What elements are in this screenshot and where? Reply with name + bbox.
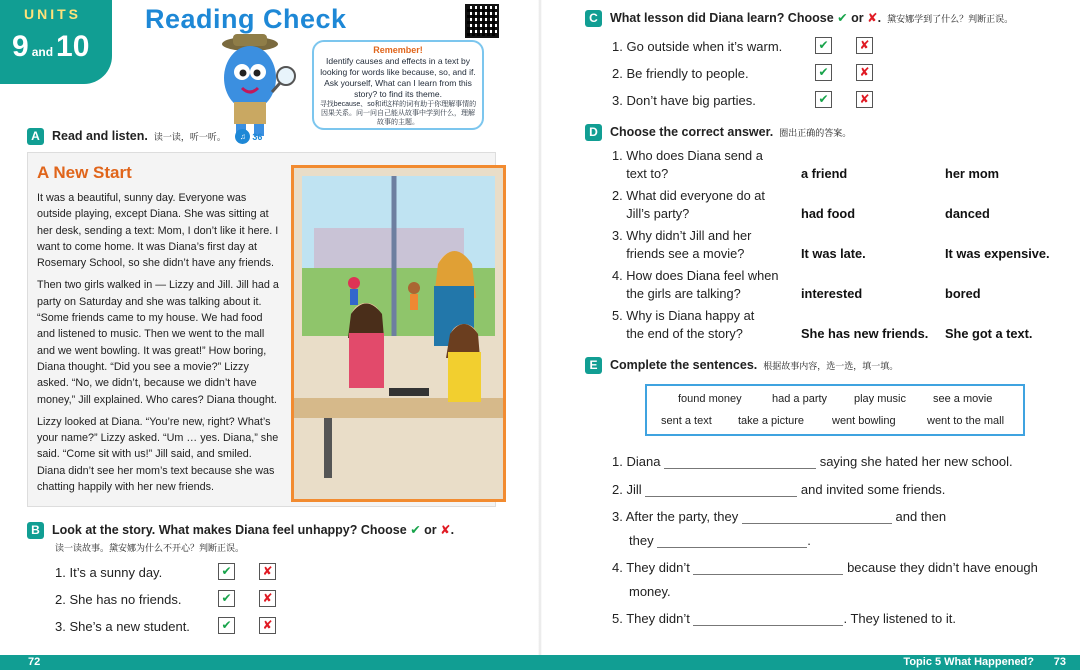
answer-blank[interactable] [693, 562, 843, 575]
word-bank-phrase: see a movie [933, 393, 993, 405]
answer-blank[interactable] [657, 535, 807, 548]
story-illustration [291, 165, 506, 502]
answer-option[interactable]: She got a text. [945, 326, 1033, 341]
answer-option[interactable]: bored [945, 286, 981, 301]
section-c-or: or [851, 11, 864, 25]
remember-text-cn: 寻找because、so和if这样的词有助于你理解事情的因果关系。问一问自己能从故事中学到什么，理解故事的主题。 [319, 101, 477, 126]
story-paragraph: It was a beautiful, sunny day. Everyone was outside playing, except Diana. She was sitting at her desk, sending a text: Mom, I don’t like it here. I want to come home. It was Diana’s first day at Rosemary School, so she didn’t have any friends. [37, 192, 279, 270]
section-b-letter: B [27, 522, 44, 539]
list-item: 1. Go outside when it’s warm. [612, 39, 783, 54]
cross-box[interactable]: ✘ [259, 590, 276, 607]
word-bank [645, 384, 1025, 436]
cross-box[interactable]: ✘ [259, 617, 276, 634]
section-d-label: Choose the correct answer. [610, 124, 774, 139]
check-box[interactable]: ✔ [815, 91, 832, 108]
question: 5. Why is Diana happy at the end of the story? [612, 308, 755, 341]
section-c-heading: C What lesson did Diana learn? Choose ✔ or ✘. 黛安娜学到了什么？判断正误。 [585, 10, 1013, 27]
section-e-heading [585, 357, 898, 374]
fill-sentence-continued: money. [629, 584, 671, 599]
section-a-cn: 读一读，听一听。 [153, 131, 226, 142]
cross-box[interactable]: ✘ [856, 37, 873, 54]
answer-blank[interactable] [645, 484, 797, 497]
answer-blank[interactable] [693, 613, 843, 626]
list-item: 1. It’s a sunny day. [55, 565, 163, 580]
word-bank-phrase: found money [678, 393, 742, 405]
units-label: UNITS [24, 6, 81, 22]
page-title: Reading Check [145, 4, 347, 34]
section-e-label: Complete the sentences. [610, 357, 758, 372]
remember-text: Identify causes and effects in a text by looking for words like because, so, and if. Ask yourself, What can I learn from this story? to find its theme. [320, 56, 476, 99]
section-e-letter: E [585, 357, 602, 374]
question: 3. Why didn’t Jill and her friends see a movie? [612, 228, 752, 261]
cross-mark-icon: ✘ [440, 523, 451, 537]
section-b-heading: B Look at the story. What makes Diana feel unhappy? Choose ✔ or ✘. [27, 522, 454, 539]
story-paragraph: Lizzy looked at Diana. “You’re new, right? What’s your name?” Lizzy asked. “Um … yes. Diana,” she said. “Come sit with us!” Jill said, and smiled. Diana didn’t see her mom’s text because she was chatting happily with her new friends. [37, 415, 279, 494]
word-bank-phrase: sent a text [661, 415, 712, 427]
section-d-letter: D [585, 124, 602, 141]
check-box[interactable]: ✔ [218, 563, 235, 580]
section-e-cn: 根据故事内容，选一选，填一填。 [763, 360, 899, 371]
answer-option[interactable]: a friend [801, 166, 848, 181]
section-c-cn: 黛安娜学到了什么？判断正误。 [887, 14, 1014, 24]
footer-topic: Topic 5 What Happened? [903, 656, 1034, 668]
unit-numbers [12, 30, 89, 64]
fill-sentence: 3. After the party, they and then [612, 509, 947, 524]
section-b-label: Look at the story. What makes Diana feel unhappy? Choose [52, 523, 407, 537]
mascot-explorer-icon [200, 30, 300, 140]
section-d-cn: 圈出正确的答案。 [779, 127, 852, 138]
remember-callout [312, 40, 484, 130]
audio-icon[interactable]: ♫ [235, 129, 250, 144]
word-bank-phrase: had a party [772, 393, 828, 405]
list-item: 3. She’s a new student. [55, 619, 190, 634]
unit-and: and [31, 45, 54, 59]
cross-box[interactable]: ✘ [259, 563, 276, 580]
fill-sentence: 4. They didn’t because they didn’t have enough [612, 560, 1038, 575]
section-c-letter: C [585, 10, 602, 27]
left-page-number: 72 [28, 656, 41, 668]
audio-track-number: 36 [252, 131, 263, 142]
question: 1. Who does Diana send a text to? [612, 148, 763, 181]
check-box[interactable]: ✔ [218, 590, 235, 607]
word-bank-phrase: take a picture [738, 415, 805, 427]
section-a-letter: A [27, 128, 44, 145]
check-box[interactable]: ✔ [218, 617, 235, 634]
unit-badge [0, 0, 112, 84]
answer-option[interactable]: It was expensive. [945, 246, 1050, 261]
story-text [37, 190, 282, 501]
remember-heading: Remember! [373, 45, 423, 55]
story-paragraph: Then two girls walked in — Lizzy and Jill. Jill had a party on Saturday and she was talking about it. “Some friends came to my house. We had food and listened to music. Then we went to the mall and we went bowling. It was great!” How boring, Diana thought. “Did you see a movie?” Lizzy asked. “No, we didn’t, because we didn’t have money,” Jill explained. Who cares? Diana thought. [37, 279, 279, 406]
word-bank-phrase: went to the mall [927, 415, 1005, 427]
unit-number-a: 9 [12, 30, 29, 63]
question: 2. What did everyone do at Jill’s party? [612, 188, 765, 221]
fill-sentence: 2. Jill and invited some friends. [612, 482, 946, 497]
section-b-or: or [424, 523, 437, 537]
section-a-heading [27, 128, 262, 145]
fill-sentence-continued: they . [629, 533, 811, 548]
unit-number-b: 10 [56, 30, 90, 63]
story-title: A New Start [37, 163, 132, 182]
answer-blank[interactable] [742, 511, 892, 524]
answer-option[interactable]: had food [801, 206, 856, 221]
qr-code-icon[interactable] [465, 4, 499, 38]
section-d-heading [585, 124, 851, 141]
question: 4. How does Diana feel when the girls are talking? [612, 268, 779, 301]
list-item: 2. Be friendly to people. [612, 66, 749, 81]
answer-option[interactable]: It was late. [801, 246, 866, 261]
page-spine [538, 0, 542, 655]
check-box[interactable]: ✔ [815, 64, 832, 81]
fill-sentence: 5. They didn’t . They listened to it. [612, 611, 956, 626]
answer-option[interactable]: interested [801, 286, 863, 301]
check-box[interactable]: ✔ [815, 37, 832, 54]
section-a-label: Read and listen. [52, 128, 148, 143]
fill-sentence: 1. Diana saying she hated her new school. [612, 454, 1013, 469]
section-b-cn: 读一读故事。黛安娜为什么不开心？判断正误。 [55, 543, 245, 553]
right-page-number: 73 [1053, 656, 1066, 668]
answer-blank[interactable] [664, 456, 816, 469]
check-mark-icon: ✔ [410, 523, 421, 537]
footer-bar [0, 655, 1080, 670]
answer-option[interactable]: She has new friends. [801, 326, 929, 341]
check-mark-icon: ✔ [837, 11, 848, 25]
list-item: 2. She has no friends. [55, 592, 182, 607]
cross-box[interactable]: ✘ [856, 64, 873, 81]
word-bank-phrase: play music [854, 393, 906, 405]
word-bank-phrase: went bowling [832, 415, 896, 427]
answer-option[interactable]: her mom [945, 166, 1000, 181]
answer-option[interactable]: danced [945, 206, 990, 221]
list-item: 3. Don’t have big parties. [612, 93, 756, 108]
cross-box[interactable]: ✘ [856, 91, 873, 108]
cross-mark-icon: ✘ [867, 11, 878, 25]
section-c-label: What lesson did Diana learn? Choose [610, 11, 834, 25]
